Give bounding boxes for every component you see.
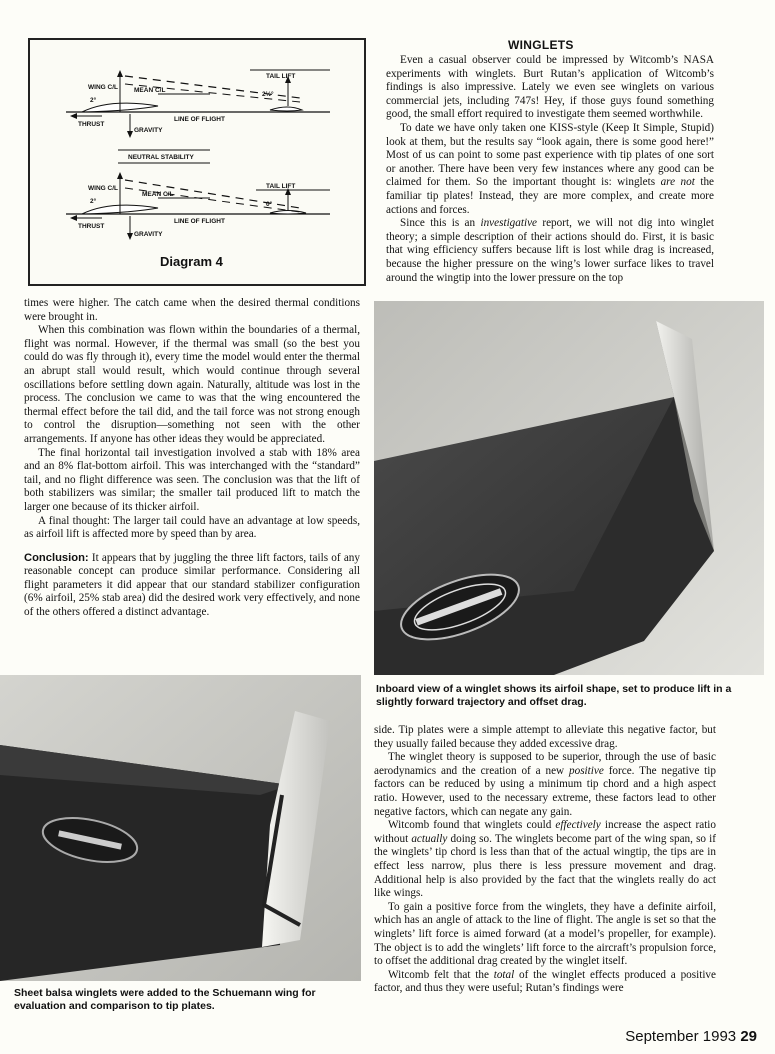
paragraph: side. Tip plates were a simple attempt to alleviate this negative factor, but they usually failed because they added excessive drag. xyxy=(374,724,716,750)
neutral-stability-title: NEUTRAL STABILITY xyxy=(128,154,194,161)
top-gravity-label: GRAVITY xyxy=(134,127,163,134)
page-number: 29 xyxy=(740,1028,757,1045)
left-column xyxy=(24,297,360,620)
bottom-thrust-label: THRUST xyxy=(78,223,105,230)
paragraph: Witcomb felt that the total of the winglet effects produced a positive factor, and thus they were useful; Rutan’s findings were xyxy=(374,968,716,995)
right-column-top xyxy=(386,54,714,285)
diagram-top xyxy=(66,70,330,138)
bottom-tail-angle-label: 0° xyxy=(266,201,273,208)
top-thrust-label: THRUST xyxy=(78,121,105,128)
paragraph: To date we have only taken one KISS-style (Keep It Simple, Stupid) look at them, but the results say “look again, there is some good here!” Most of us can point to some past experience with tip plates of one sort or another. There have been very few instances where any good can be claimed for them. So the important thought is: winglets are not the familiar tip plates! Instead, they are more complex, and create more actions and forces. xyxy=(386,121,715,216)
paragraph: When this combination was flown within the boundaries of a thermal, flight was normal. However, if the thermal was small (so the best you could do was fly through it), every time the model would enter the thermal an abrupt stall would result, which would continue through several oscillations before settling down again. Naturally, altitude was lost in the process. The conclusion we came to was that the wing encountered the thermal effect before the tail did, and the tail force was not strong enough to control the disruption—something not seen with the other arrangements. If anyone has other ideas they would be appreciated. xyxy=(24,324,360,445)
page-footer xyxy=(625,1028,757,1045)
paragraph: Even a casual observer could be impressed by Witcomb’s NASA experiments with winglets. Burt Rutan’s application of Witcomb’s findings is also impressive. Lately we even see winglets on various commercial jets, including 747s! Hey, if those guys found something good, the small effort required to investigate them seemed worthwhile. xyxy=(386,54,714,121)
bottom-tail-lift-label: TAIL LIFT xyxy=(266,183,296,190)
diagram-bottom xyxy=(66,172,330,240)
bottom-wing-cl-label: WING C/L xyxy=(88,185,118,192)
top-wing-angle-label: 2° xyxy=(90,97,97,104)
photo-bottom-caption: Sheet balsa winglets were added to the Schuemann wing for evaluation and comparison to tip plates. xyxy=(14,987,316,1012)
footer-date: September 1993 xyxy=(625,1028,737,1045)
paragraph: Conclusion: It appears that by juggling the three lift factors, tails of any reasonable concept can produce similar performance. Considering all flight parameters it did appear that our standard stabilizer configuration (6% airfoil, 25% stab area) did the desired work very effectively, and none of the others offered a distinct advantage. xyxy=(24,551,360,619)
photo-sheet-balsa-winglets xyxy=(0,675,361,981)
diagram-4 xyxy=(28,38,366,286)
top-tail-lift-label: TAIL LIFT xyxy=(266,73,296,80)
paragraph: Witcomb found that winglets could effectively increase the aspect ratio without actually doing so. The winglets become part of the wing span, so if the winglets’ tip chord is less than that of the actual wingtip, the tips are in effect less narrow, plus there is less pressure movement and drag. Additional help is also provided by the fact that the winglets really do act like wings. xyxy=(374,819,717,900)
top-tail-angle-label: 2½° xyxy=(262,91,274,98)
paragraph: A final thought: The larger tail could have an advantage at low speeds, as airfoil lift is affected more by speed than by area. xyxy=(24,514,360,541)
paragraph: The final horizontal tail investigation involved a stab with 18% area and an 8% flat-bottom airfoil. This was interchanged with the “standard” tail, and no flight difference was seen. The conclusion was that the lift of both stabilizers was similar; the smaller tail produced lift to match the larger one because of its thicker airfoil. xyxy=(24,446,360,513)
winglets-heading: WINGLETS xyxy=(508,38,574,52)
top-line-of-flight-label: LINE OF FLIGHT xyxy=(174,116,225,123)
diagram-drawing xyxy=(30,40,364,284)
top-wing-cl-label: WING C/L xyxy=(88,84,118,91)
paragraph: The winglet theory is supposed to be superior, through the use of basic aerodynamics and the creation of a new positive force. The negative tip factors can be reduced by using a minimum tip chord and a high aspect ratio. However, used to the necessary extreme, these factors lead to other negative factors, which can negate any gain. xyxy=(374,751,716,818)
photo-winglet-inboard xyxy=(374,301,764,675)
bottom-wing-angle-label: 2° xyxy=(90,198,97,205)
top-mean-cl-label: MEAN C/L xyxy=(134,87,166,94)
photo-winglet-inboard-image xyxy=(374,301,764,675)
paragraph: Since this is an investigative report, we will not dig into winglet theory; a simple description of their actions should do. First, it is basic that wing efficiency suffers because lift is lost while drag is increased, because the higher pressure on the wing’s lower surface likes to travel around the wingtip into the lower pressure on the top xyxy=(386,217,715,284)
paragraph: To gain a positive force from the winglets, they have a definite airfoil, which has an angle of attack to the line of flight. The angle is set so that the winglets’ lift force is aimed forward (at a model’s propeller, for example). The object is to add the winglets’ lift force to the aircraft’s propulsion force, to offset the additional drag created by the winglet itself. xyxy=(374,900,716,968)
bottom-line-of-flight-label: LINE OF FLIGHT xyxy=(174,218,225,225)
diagram-title: Diagram 4 xyxy=(160,254,223,269)
bottom-gravity-label: GRAVITY xyxy=(134,231,163,238)
bottom-mean-cl-label: MEAN C/L xyxy=(142,191,174,198)
right-column-bottom xyxy=(374,724,716,996)
photo-top-caption: Inboard view of a winglet shows its airfoil shape, set to produce lift in a slightly forward trajectory and offset drag. xyxy=(376,683,732,708)
paragraph: times were higher. The catch came when the desired thermal conditions were brought in. xyxy=(24,297,360,323)
photo-sheet-balsa-winglets-image xyxy=(0,675,361,981)
